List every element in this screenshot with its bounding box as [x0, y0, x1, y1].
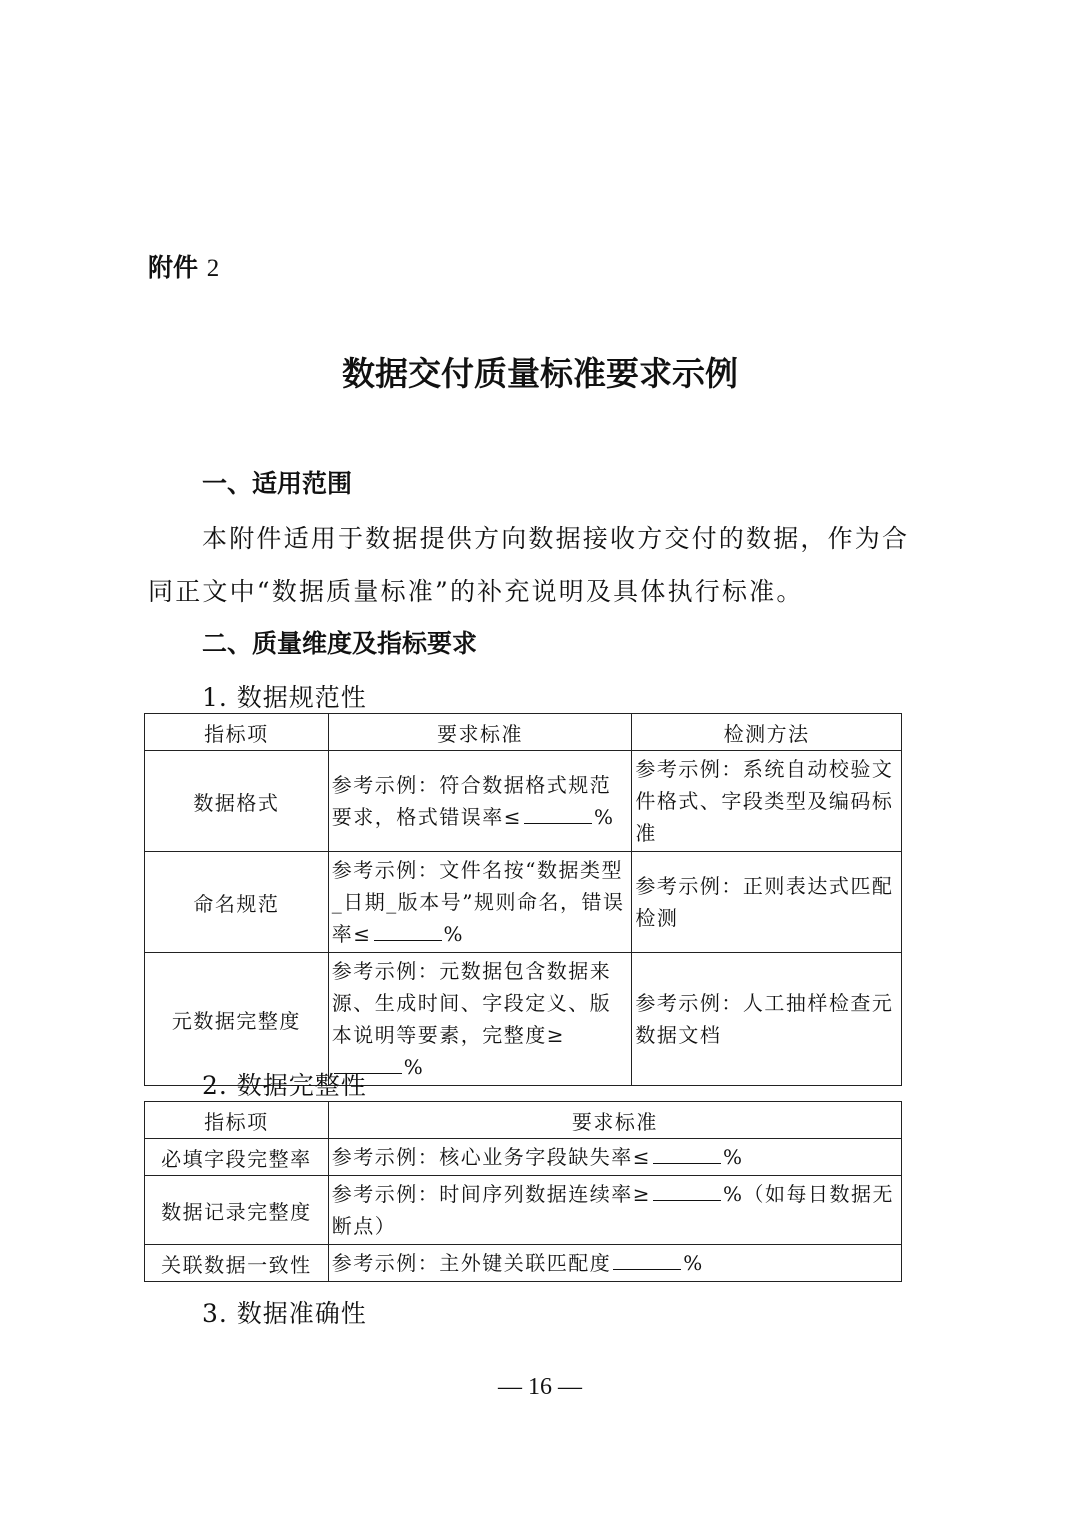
table-row: [145, 1245, 902, 1282]
row-requirement: 参考示例：符合数据格式规范要求，格式错误率≤ %: [328, 751, 632, 852]
header-requirement: 要求标准: [328, 714, 632, 751]
table-row: [145, 852, 902, 953]
row-method: 参考示例：人工抽样检查元数据文档: [632, 953, 902, 1086]
fill-blank[interactable]: [653, 1182, 721, 1201]
page-title: 数据交付质量标准要求示例: [342, 354, 738, 393]
header-item: 指标项: [145, 1102, 329, 1139]
row-item: 元数据完整度: [145, 953, 329, 1086]
row-item: 数据记录完整度: [145, 1176, 329, 1245]
fill-blank[interactable]: [374, 922, 442, 941]
table-row: [145, 751, 902, 852]
fill-blank[interactable]: [613, 1251, 681, 1270]
section1-paragraph: 本附件适用于数据提供方向数据接收方交付的数据，作为合同正文中“数据质量标准”的补充说明及具体执行标准。: [148, 524, 910, 606]
fill-blank[interactable]: [653, 1145, 721, 1164]
row-item: 数据格式: [145, 751, 329, 852]
sub2-heading: 2. 数据完整性: [202, 1071, 367, 1100]
page-number: — 16 —: [498, 1374, 582, 1400]
row-requirement: 参考示例：主外键关联匹配度 %: [328, 1245, 901, 1282]
row-requirement: 参考示例：时间序列数据连续率≥ %（如每日数据无断点）: [328, 1176, 901, 1245]
row-item: 命名规范: [145, 852, 329, 953]
row-requirement: 参考示例：元数据包含数据来源、生成时间、字段定义、版本说明等要素，完整度≥%: [328, 953, 632, 1086]
row-requirement: 参考示例：文件名按“数据类型_日期_版本号”规则命名，错误率≤ %: [328, 852, 632, 953]
row-item: 关联数据一致性: [145, 1245, 329, 1282]
table-row: [145, 1176, 902, 1245]
table-data-normative: [144, 713, 902, 1086]
header-item: 指标项: [145, 714, 329, 751]
header-requirement: 要求标准: [328, 1102, 901, 1139]
row-item: 必填字段完整率: [145, 1139, 329, 1176]
row-method: 参考示例：系统自动校验文件格式、字段类型及编码标准: [632, 751, 902, 852]
row-method: 参考示例：正则表达式匹配检测: [632, 852, 902, 953]
table-header-row: [145, 1102, 902, 1139]
table-row: [145, 1139, 902, 1176]
sub3-heading: 3. 数据准确性: [202, 1299, 367, 1328]
sub1-heading: 1. 数据规范性: [202, 683, 367, 712]
fill-blank[interactable]: [524, 805, 592, 824]
table-header-row: [145, 714, 902, 751]
table-data-completeness: [144, 1101, 902, 1282]
row-requirement: 参考示例：核心业务字段缺失率≤ %: [328, 1139, 901, 1176]
section1-heading: 一、适用范围: [202, 469, 353, 498]
header-method: 检测方法: [632, 714, 902, 751]
attachment-label: 附件 2: [148, 253, 220, 282]
attachment-number: 2: [206, 255, 220, 282]
section2-heading: 二、质量维度及指标要求: [202, 629, 478, 658]
